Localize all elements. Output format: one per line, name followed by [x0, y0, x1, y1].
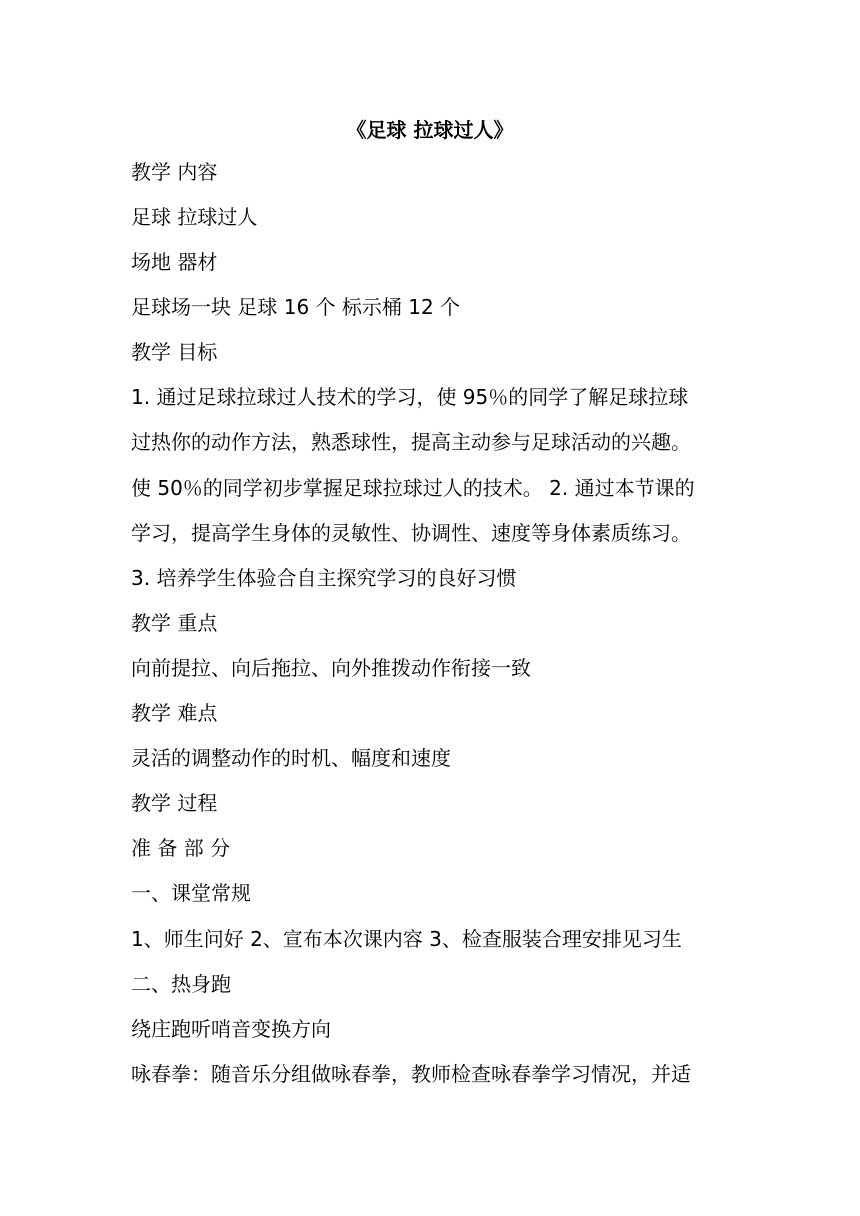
warmup-heading: 二、热身跑 [131, 972, 231, 996]
content-text: 足球 拉球过人 [131, 205, 258, 229]
goals-text-line: 过热你的动作方法，熟悉球性，提高主动参与足球活动的兴趣。 [131, 430, 691, 454]
document-title: 《足球 拉球过人》 [346, 118, 514, 142]
goals-text-line: 3. 培养学生体验合自主探究学习的良好习惯 [131, 566, 517, 590]
section-heading-content: 教学 内容 [131, 160, 218, 184]
goals-text-line: 1. 通过足球拉球过人技术的学习，使 95％的同学了解足球拉球 [131, 385, 689, 409]
warmup-text: 绕庄跑听哨音变换方向 [131, 1017, 331, 1041]
difficulties-text: 灵活的调整动作的时机、幅度和速度 [131, 746, 451, 770]
section-heading-key-points: 教学 重点 [131, 611, 218, 635]
goals-text-line: 使 50％的同学初步掌握足球拉球过人的技术。 2. 通过本节课的 [131, 476, 695, 500]
equipment-text: 足球场一块 足球 16 个 标示桶 12 个 [131, 295, 461, 319]
section-heading-equipment: 场地 器材 [131, 250, 218, 274]
section-heading-difficulties: 教学 难点 [131, 701, 218, 725]
key-points-text: 向前提拉、向后拖拉、向外推拨动作衔接一致 [131, 656, 531, 680]
goals-text-line: 学习，提高学生身体的灵敏性、协调性、速度等身体素质练习。 [131, 521, 691, 545]
section-heading-process: 教学 过程 [131, 791, 218, 815]
class-routine-text: 1、师生问好 2、宣布本次课内容 3、检查服装合理安排见习生 [131, 927, 682, 951]
preparation-part-heading: 准 备 部 分 [131, 836, 231, 860]
class-routine-heading: 一、课堂常规 [131, 881, 251, 905]
wing-chun-text: 咏春拳：随音乐分组做咏春拳，教师检查咏春拳学习情况，并适 [131, 1062, 691, 1086]
section-heading-goals: 教学 目标 [131, 340, 218, 364]
